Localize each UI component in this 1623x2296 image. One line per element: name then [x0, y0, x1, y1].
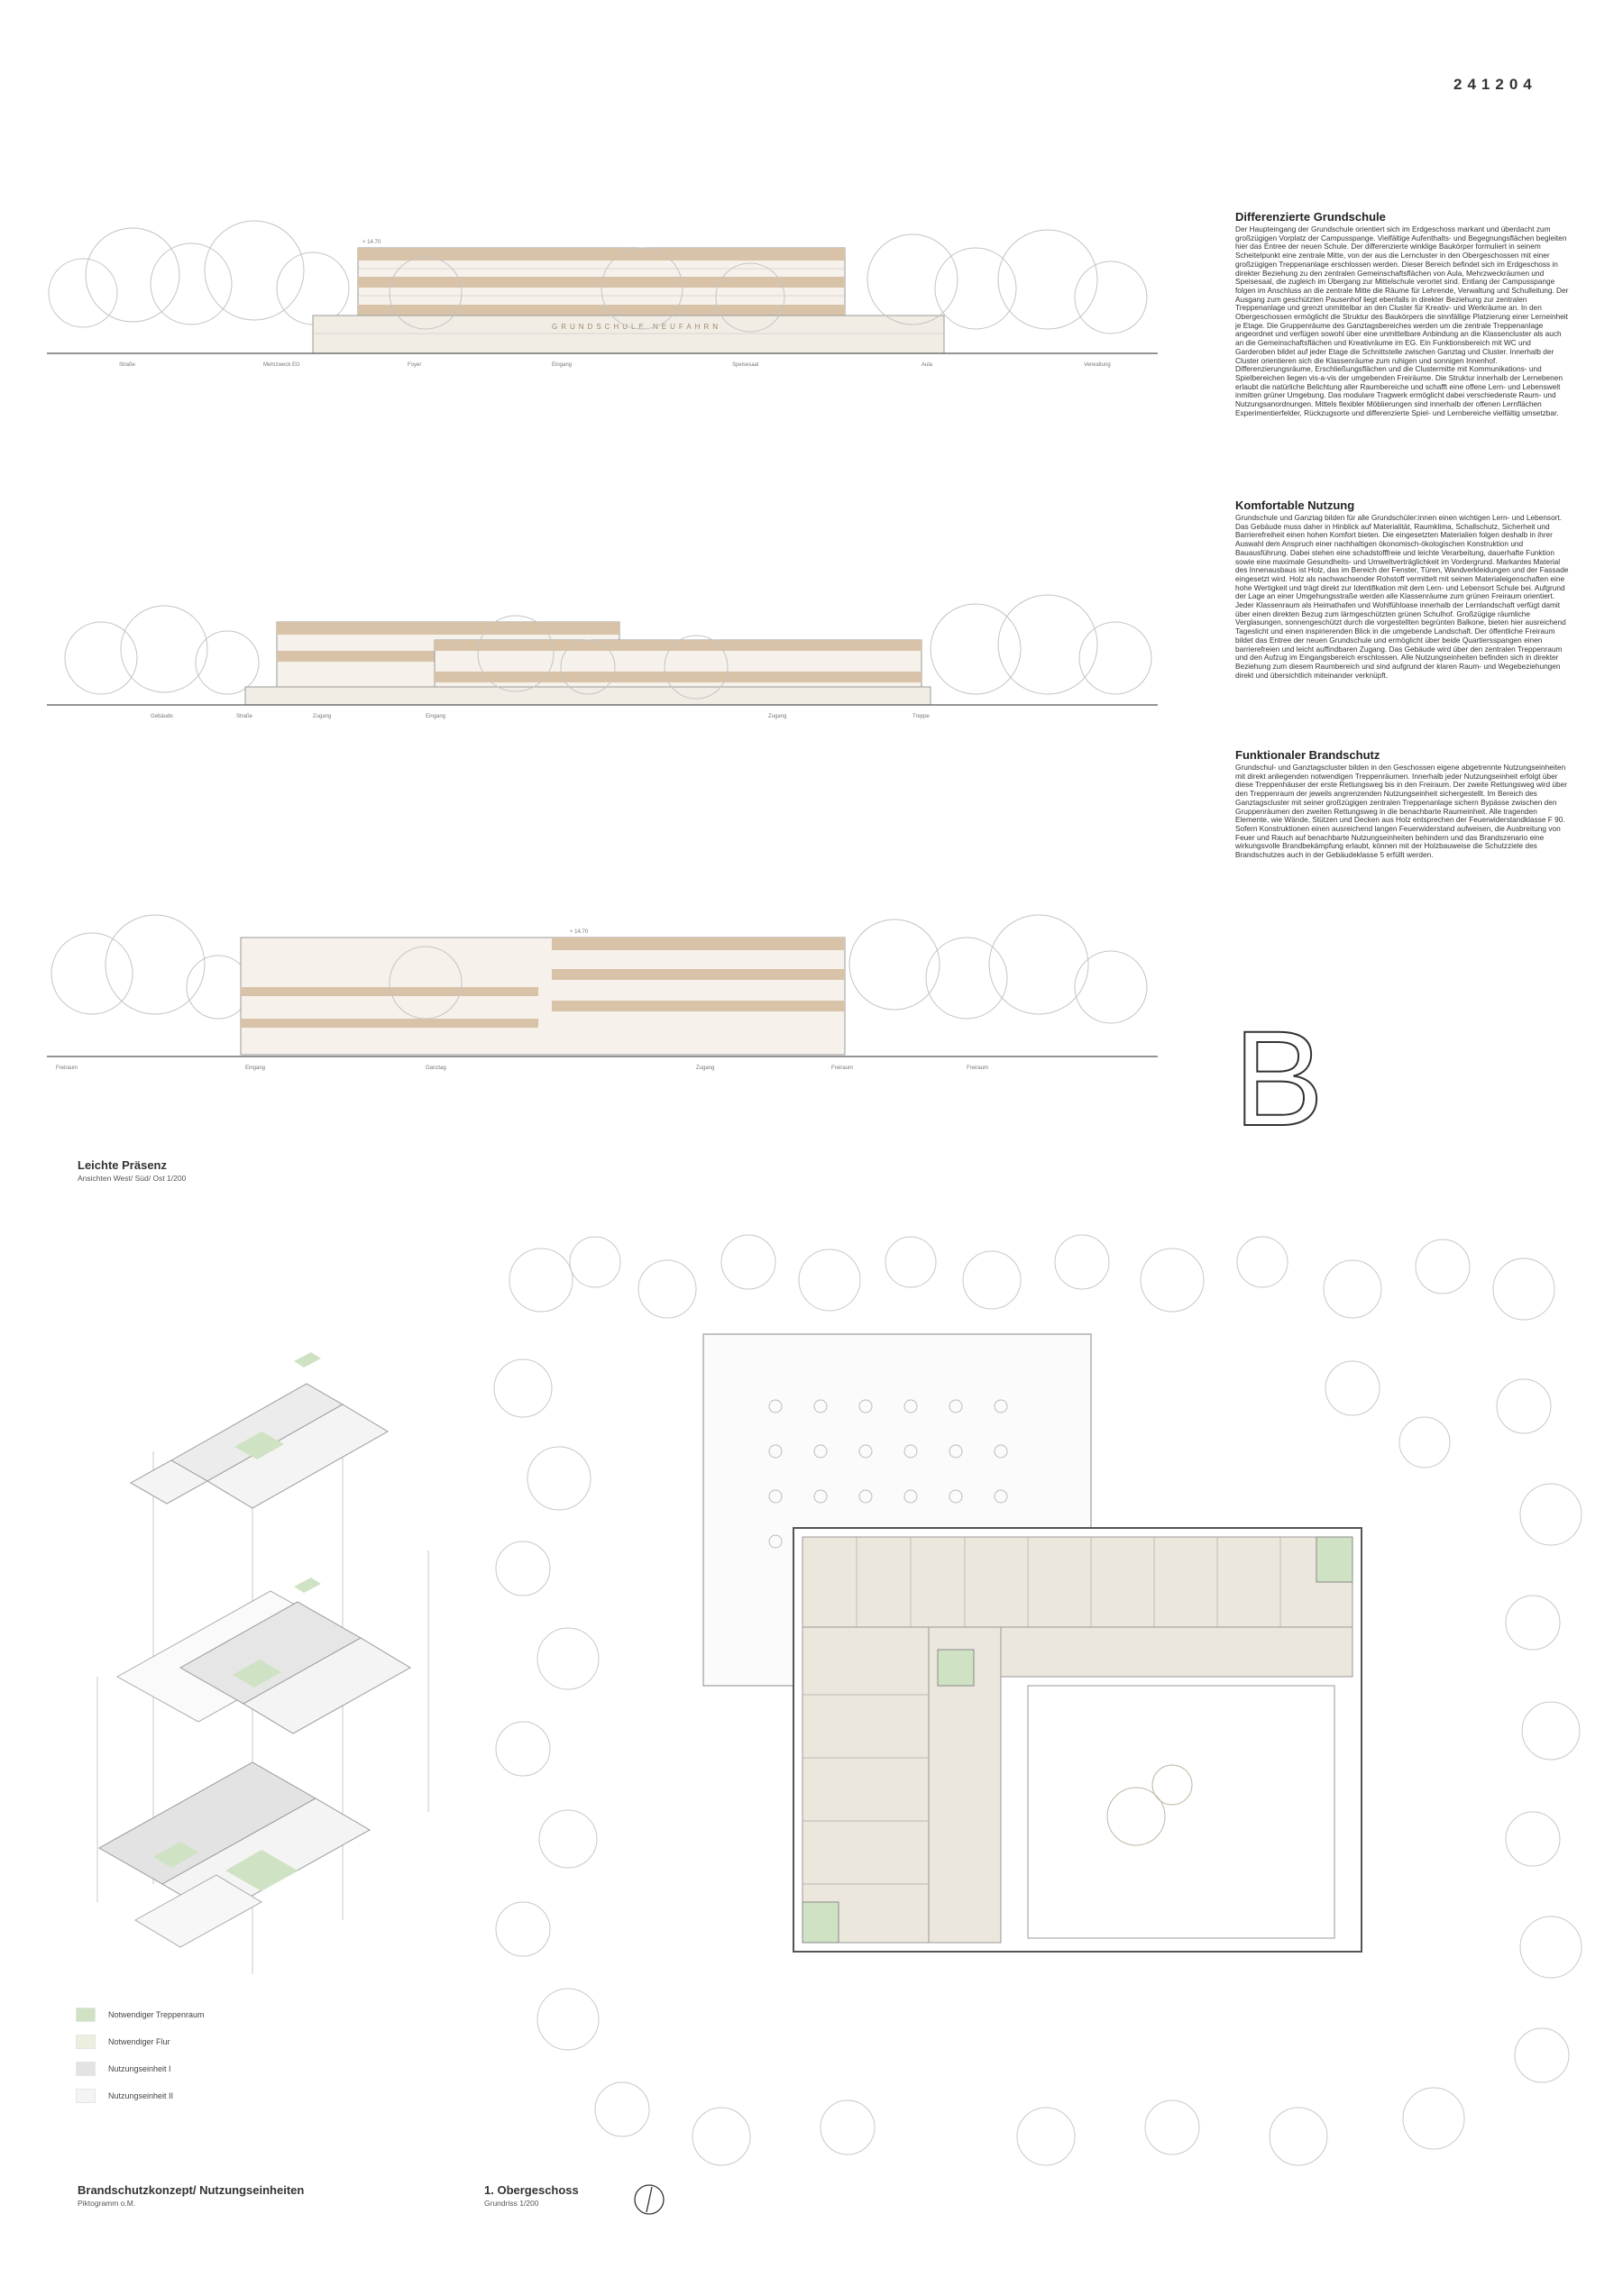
elevation-label: Foyer — [408, 362, 422, 368]
plan-caption — [484, 2183, 579, 2208]
document-number: 241204 — [1453, 76, 1537, 93]
trees-left — [51, 915, 250, 1019]
trees-left — [49, 221, 349, 327]
isometric-pictogram — [81, 1343, 442, 2010]
elevation-label: Gebäude — [151, 714, 173, 719]
building-volume — [245, 622, 931, 705]
elevation-label: Mehrzweck EG — [263, 362, 300, 368]
elevation-label: Verwaltung — [1084, 362, 1111, 368]
elevation-label: Straße — [236, 714, 253, 719]
north-arrow-icon — [631, 2182, 667, 2218]
elevation-west — [47, 144, 1158, 397]
section-title: Funktionaler Brandschutz — [1235, 748, 1380, 762]
elevations-caption-subtitle: Ansichten West/ Süd/ Ost 1/200 — [78, 1174, 187, 1183]
elevation-label: Aula — [922, 362, 933, 368]
plan-caption-title: 1. Obergeschoss — [484, 2183, 579, 2197]
elevation-label: Speisesaal — [732, 362, 759, 368]
school-floor — [793, 1528, 1362, 1952]
section-body: Grundschule und Ganztag bilden für alle Grundschüler:innen einen wichtigen Lern- und Lebensort. Das Gebäude muss daher in Hinblick auf Materialität, Raumklima, Schallschutz, Sicherheit und Barrierefreiheit einen hohen Komfort bieten. Die eingesetzten Materialien folgen deshalb in ihrer Auswahl dem Anspruch einer nachhaltigen ökonomisch-ökologischen Konstruktion und Bauausführung. Dabei stehen eine schadstofffreie und leichte Verarbeitung, dauerhafte Funktion sowie eine maximale Gesundheits- und Umweltverträglichkeit im Vordergrund. Markantes Material des Innenausbaus ist Holz, das im Bereich der Fenster, Türen, Wandverkleidungen und der Fassade eingesetzt wird. Holz als nachwachsender Rohstoff vermittelt mit seinen Materialeigenschaften eine hohe Wertigkeit und trägt direkt zur Identifikation mit dem Lern- und Lebensort Schule bei. Aufgrund der Lage an einer Umgehungsstraße werden alle Klassenräume zum grünen Freiraum orientiert. Jeder Klassenraum als Heimathafen und Wohlfühloase innerhalb der Lernlandschaft verfügt damit über einen direkten Bezug zum lärmgeschützten grünen Schulhof. Großzügige räumliche Verglasungen, sonnengeschützt durch die vorgestellten begrünten Balkone, bieten hier ausreichend Tageslicht und einen inspirierenden Blick in die umgebende Landschaft. Der öffentliche Freiraum bildet das Entree der neuen Grundschule und ermöglicht über beide Quartiersspangen einen barrierefreien und leicht auffindbaren Zugang. Das Gebäude wird über den zentralen Treppenraum und den Aufzug im Eingangsbereich erschlossen. Alle Nutzungseinheiten befinden sich in direkter Beziehung zum diesem Raumbereich und sind aufgrund der klaren Raum- und Wegebeziehungen direkt und übersichtlich miteinander verknüpft. — [1235, 513, 1569, 680]
building-sign: GRUNDSCHULE NEUFAHRN — [552, 323, 722, 331]
legend-item — [76, 2034, 170, 2050]
legend-label: Nutzungseinheit I — [108, 2064, 171, 2073]
building-volume — [313, 248, 944, 353]
level-bottom — [99, 1762, 370, 1947]
elevation-east — [47, 829, 1158, 1082]
level-top — [131, 1352, 388, 1508]
level-tag: + 14.70 — [362, 240, 381, 245]
section-title: Differenzierte Grundschule — [1235, 210, 1386, 224]
level-middle — [117, 1578, 410, 1733]
elevation-label: Treppe — [912, 714, 930, 719]
section-body: Grundschul- und Ganztagscluster bilden in den Geschossen eigene abgetrennte Nutzungseinheiten mit direkt anliegenden notwendigen Treppenräumen. Innerhalb jeder Nutzungseinheit erfolgt über diese Treppenhäuser der erste Rettungsweg bis in den Freiraum. Der zweite Rettungsweg wird über den Treppenraum der jeweils angrenzenden Nutzungseinheit sichergestellt. Im Bereich des Ganztagscluster mit seiner großzügigen zentralen Treppenanlage sichern Bypässe zwischen den Gruppenräumen den zweiten Rettungsweg in die benachbarte Raumeinheit. Alle tragenden Elemente, wie Wände, Stützen und Decken aus Holz entsprechen der Feuerwiderstandklasse F 90. Sofern Konstruktionen einen ausreichend langen Feuerwiderstand aufweisen, die Ausbreitung von Feuer und Rauch auf benachbarte Nutzungseinheiten behindern und das Brandszenario eine wirkungsvolle Brandbekämpfung erlaubt, können mit der Holzbauweise die Schutzziele des Brandschutzes auch in der Gebäudeklasse 5 erfüllt werden. — [1235, 763, 1568, 860]
level-tag: + 14.70 — [570, 929, 589, 935]
text-section-brandschutz — [1235, 748, 1569, 860]
legend-label: Notwendiger Treppenraum — [108, 2010, 205, 2019]
elevation-label: Eingang — [552, 362, 573, 368]
elevation-label: Eingang — [426, 714, 446, 719]
isometric-caption — [78, 2183, 304, 2208]
isometric-caption-subtitle: Piktogramm o.M. — [78, 2199, 136, 2208]
elevation-label: Zugang — [313, 714, 332, 719]
section-title: Komfortable Nutzung — [1235, 499, 1355, 512]
elevation-south — [47, 487, 1158, 739]
isometric-caption-title: Brandschutzkonzept/ Nutzungseinheiten — [78, 2183, 305, 2197]
elevation-label: Zugang — [768, 714, 787, 719]
elevation-label: Freiraum — [967, 1066, 989, 1071]
elevation-label: Straße — [119, 362, 136, 368]
elevation-label: Eingang — [245, 1066, 266, 1071]
trees-left — [65, 606, 259, 694]
section-letter — [1233, 1019, 1351, 1136]
elevation-label: Ganztag — [426, 1066, 446, 1071]
plan-caption-subtitle: Grundriss 1/200 — [484, 2199, 539, 2208]
elevation-label: Freiraum — [56, 1066, 78, 1071]
legend-item — [76, 2007, 205, 2023]
text-section-nutzung — [1235, 499, 1569, 680]
elevation-label: Freiraum — [831, 1066, 854, 1071]
building-volume — [241, 938, 845, 1055]
legend-item — [76, 2088, 173, 2104]
legend-label: Notwendiger Flur — [108, 2037, 170, 2046]
section-letter-glyph: B — [1233, 1019, 1325, 1136]
legend-swatch — [76, 2035, 96, 2049]
legend-label: Nutzungseinheit II — [108, 2091, 174, 2100]
text-section-grundschule — [1235, 210, 1569, 417]
legend-item — [76, 2061, 171, 2077]
legend-swatch — [76, 2062, 96, 2076]
floor-plan-site — [487, 1226, 1587, 2182]
section-body: Der Haupteingang der Grundschule orientiert sich im Erdgeschoss markant und überdacht zum großzügigen Vorplatz der Campusspange. Vielfältige Aufenthalts- und Begegnungsflächen begleiten hier das Entree der neuen Schule. Der differenzierte winklige Baukörper formuliert in seinem Scheitelpunkt eine zentrale Mitte, von der aus die Lerncluster in den Obergeschossen mit einer großzügigen Treppenanlage erschlossen werden. Dieser Bereich befindet sich im Erdgeschoss in direkter Beziehung zu den zentralen Gemeinschaftsflächen von Aula, Mehrzweckräumen und Speisesaal, die zugleich im Übergang zur Mittelschule verortet sind. Entlang der Campusspange folgen im Anschluss an die zentrale Mitte die Räume für Lehrende, Verwaltung und Schulleitung. Der Ausgang zum geschützten Pausenhof liegt ebenfalls in direkter Beziehung zur zentralen Treppenanlage und grenzt unmittelbar an den Cluster für Kreativ- und Werkräume an. In den Obergeschossen ermöglicht die Struktur des Baukörpers die sinnfällige Platzierung einer Lerneinheit je Etage. Die Gruppenräume des Ganztagsbereiches werden um die zentrale Treppenanlage angeordnet und verfügen sowohl über eine unmittelbare Anbindung an die Klassencluster als auch an die Gemeinschaftsflächen und Kreativräume im EG. Ein Funktionsbereich mit WC und Garderoben bildet auf jeder Etage die Schnittstelle zwischen Ganztag und Cluster. Innerhalb der Cluster orientieren sich die Klassenräume zum ruhigen und sonnigen Innenhof. Differenzierungsräume, Erschließungsflächen und die Clustermitte mit Kommunikations- und Spielbereichen liegen vis-a-vis der umgebenden Freiräume. Die Struktur innerhalb der Lernebenen erlaubt die natürliche Belichtung aller Raumbereiche und schafft eine offene Lern- und Lebenswelt inmitten grüner Umgebung. Das modulare Tragwerk ermöglicht dabei verschiedenste Raum- und Nutzungsanordnungen. Mittels flexibler Möblierungen sind innerhalb der offenen Lernflächen Experimentierfelder, Rückzugsorte und differenzierte Spiel- und Lernbereiche vielfältig umsetzbar. — [1235, 224, 1569, 417]
elevations-caption-title: Leichte Präsenz — [78, 1158, 167, 1172]
elevation-label: Zugang — [696, 1066, 715, 1071]
elevations-caption — [78, 1158, 186, 1183]
legend-swatch — [76, 2008, 96, 2022]
legend-swatch — [76, 2089, 96, 2103]
